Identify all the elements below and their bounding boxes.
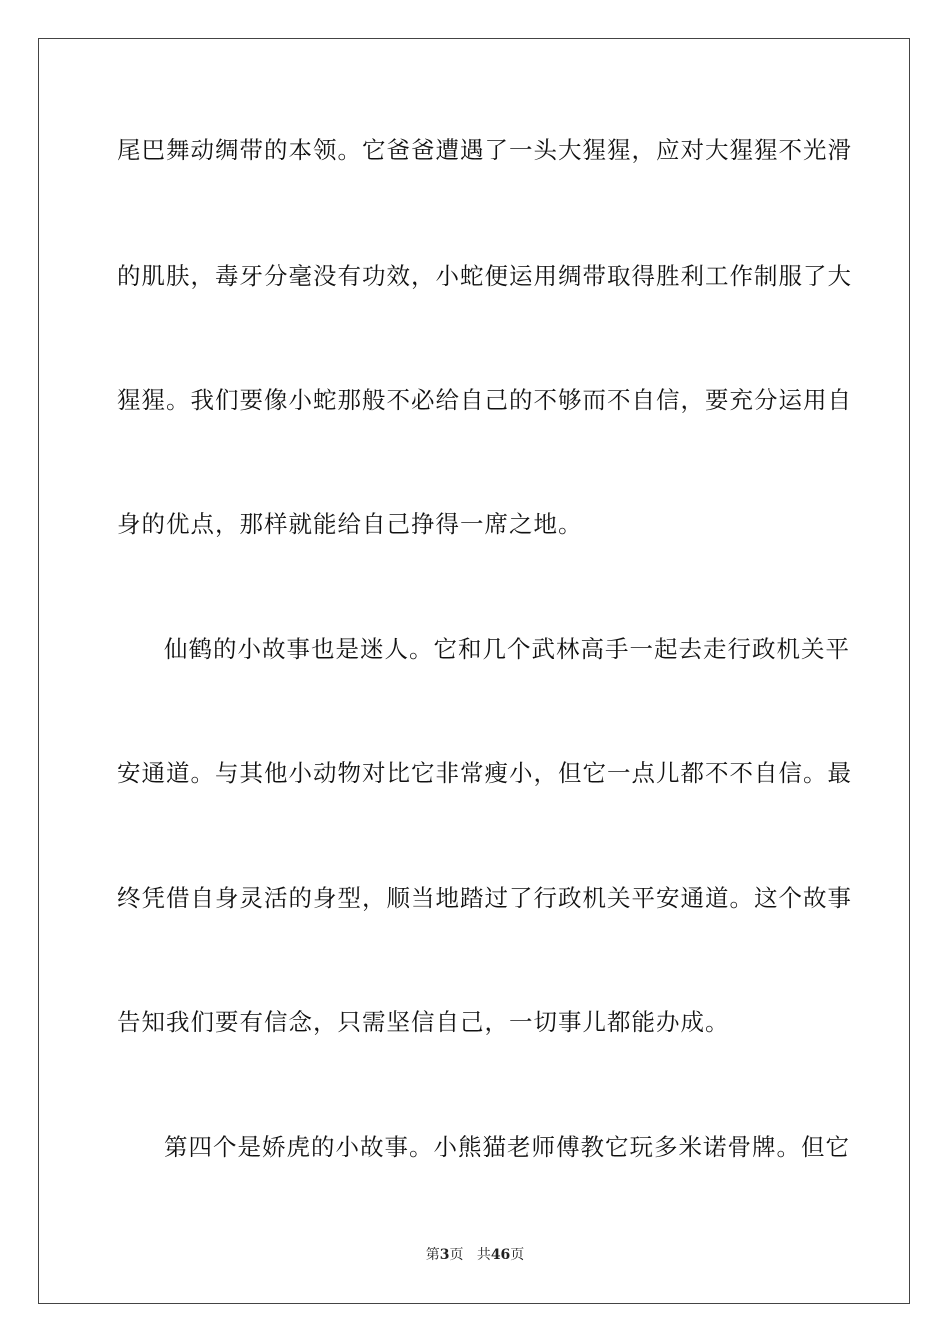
total-pages: 46 xyxy=(490,1247,511,1263)
text-line: 安通道。与其他小动物对比它非常瘦小，但它一点儿都不不自信。最 xyxy=(117,759,852,787)
page-footer xyxy=(0,1245,950,1265)
page-border xyxy=(38,38,910,1304)
page-number: 3 xyxy=(439,1247,450,1263)
footer-total-suffix: 页 xyxy=(510,1247,525,1263)
paragraph-first-line: 第四个是娇虎的小故事。小熊猫老师傅教它玩多米诺骨牌。但它 xyxy=(164,1133,850,1161)
footer-prefix: 第 xyxy=(425,1247,440,1263)
text-line: 尾巴舞动绸带的本领。它爸爸遭遇了一头大猩猩，应对大猩猩不光滑 xyxy=(117,136,852,164)
footer-total-prefix: 共 xyxy=(476,1247,491,1263)
text-line: 的肌肤，毒牙分毫没有功效，小蛇便运用绸带取得胜利工作制服了大 xyxy=(117,262,852,290)
paragraph-first-line: 仙鹤的小故事也是迷人。它和几个武林高手一起去走行政机关平 xyxy=(164,635,850,663)
text-line: 身的优点，那样就能给自己挣得一席之地。 xyxy=(117,510,583,538)
text-line: 终凭借自身灵活的身型，顺当地踏过了行政机关平安通道。这个故事 xyxy=(117,884,852,912)
text-line: 告知我们要有信念，只需坚信自己，一切事儿都能办成。 xyxy=(117,1008,730,1036)
text-line: 猩猩。我们要像小蛇那般不必给自己的不够而不自信，要充分运用自 xyxy=(117,386,852,414)
footer-page-suffix: 页 xyxy=(449,1247,464,1263)
